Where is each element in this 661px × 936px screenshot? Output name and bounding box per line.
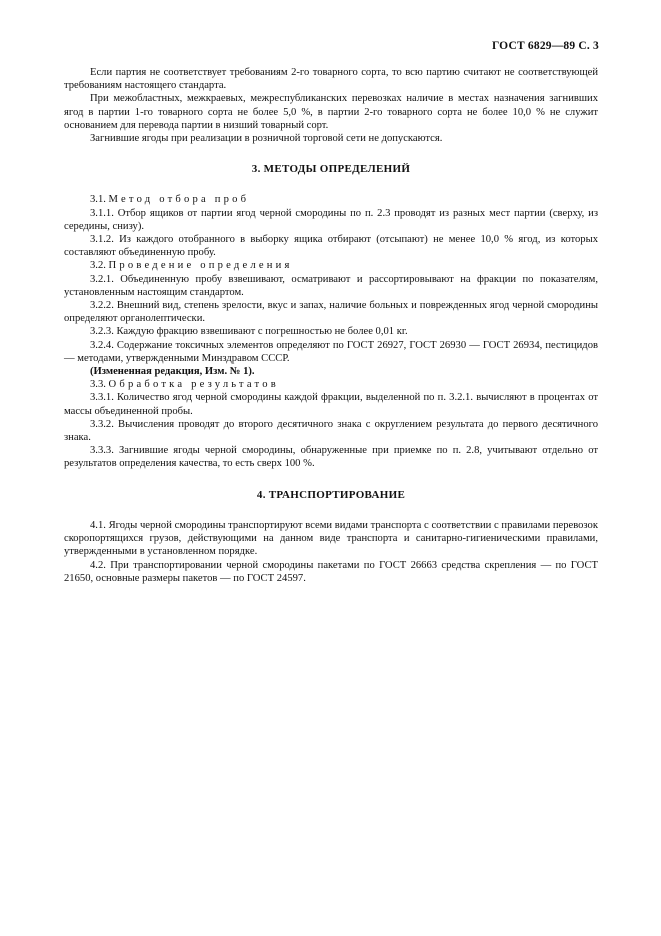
paragraph-3-3-1: 3.3.1. Количество ягод черной смородины каждой фракции, выделенной по п. 3.2.1. вычисляют в процентах от массы объединенной пробы. <box>64 392 598 417</box>
paragraph-3-1-1: 3.1.1. Отбор ящиков от партии ягод черной смородины по п. 2.3 проводят из разных мест партии (сверху, из середины, снизу). <box>64 207 598 232</box>
subsection-3-2-title: Проведение определения <box>108 260 293 272</box>
subsection-3-2-number: 3.2. <box>90 260 106 272</box>
subsection-3-1-title: Метод отбора проб <box>108 194 250 206</box>
intro-paragraph-3: Загнившие ягоды при реализации в розничной торговой сети не допускаются. <box>90 133 443 145</box>
paragraph-3-2-3: 3.2.3. Каждую фракцию взвешивают с погрешностью не более 0,01 кг. <box>90 326 408 338</box>
amendment-note: (Измененная редакция, Изм. № 1). <box>90 366 255 378</box>
section-4-title: 4. ТРАНСПОРТИРОВАНИЕ <box>256 488 406 501</box>
subsection-3-2-heading <box>64 259 598 272</box>
document-body <box>64 66 598 585</box>
subsection-3-3-number: 3.3. <box>90 379 106 391</box>
paragraph-3-2-1: 3.2.1. Объединенную пробу взвешивают, осматривают и рассортировывают на фракции по показателям, установленным настоящим стандартом. <box>64 273 598 298</box>
paragraph-3-3-3: 3.3.3. Загнившие ягоды черной смородины, обнаруженные при приемке по п. 2.8, учитывают отдельно от результатов определения качества, то есть сверх 100 %. <box>64 445 598 470</box>
intro-paragraph-1: Если партия не соответствует требованиям 2-го товарного сорта, то всю партию считают не соответствующей требованиям настоящего стандарта. <box>64 67 598 92</box>
paragraph-3-2-2: 3.2.2. Внешний вид, степень зрелости, вкус и запах, наличие больных и поврежденных ягод черной смородины определяют органолептически. <box>64 300 598 325</box>
subsection-3-3-heading <box>64 378 598 391</box>
intro-paragraph-2: При межобластных, межкраевых, межреспубликанских перевозках наличие в местах назначения загнивших ягод в партии 1-го товарного сорта не более 5,0 %, в партии 2-го товарного сорта не более 10,0 % не служит основанием для перевода партии в низший товарный сорт. <box>64 93 598 131</box>
subsection-3-3-title: Обработка результатов <box>108 379 279 391</box>
paragraph-3-2-4: 3.2.4. Содержание токсичных элементов определяют по ГОСТ 26927, ГОСТ 26930 — ГОСТ 26934, пестицидов — методами, утвержденными Минздравом СССР. <box>64 339 598 364</box>
subsection-3-1-heading <box>64 193 598 206</box>
subsection-3-1-number: 3.1. <box>90 194 106 206</box>
paragraph-4-1: 4.1. Ягоды черной смородины транспортируют всеми видами транспорта с соответствии с правилами перевозок скоропортящихся грузов, действующими на данном виде транспорта и санитарно-гигиеническими правилами, утвержденными в установленном порядке. <box>64 519 598 558</box>
page-header: ГОСТ 6829—89 С. 3 <box>491 40 599 52</box>
paragraph-4-2: 4.2. При транспортировании черной смородины пакетами по ГОСТ 26663 средства скрепления — по ГОСТ 21650, основные размеры пакетов — по ГОСТ 24597. <box>64 559 598 584</box>
paragraph-3-3-2: 3.3.2. Вычисления проводят до второго десятичного знака с округлением результата до первого десятичного знака. <box>64 418 598 444</box>
paragraph-3-1-2: 3.1.2. Из каждого отобранного в выборку ящика отбирают (отсыпают) не менее 10,0 % ягод, из которых составляют объединенную пробу. <box>64 234 598 259</box>
section-3-title: 3. МЕТОДЫ ОПРЕДЕЛЕНИЙ <box>251 163 411 176</box>
